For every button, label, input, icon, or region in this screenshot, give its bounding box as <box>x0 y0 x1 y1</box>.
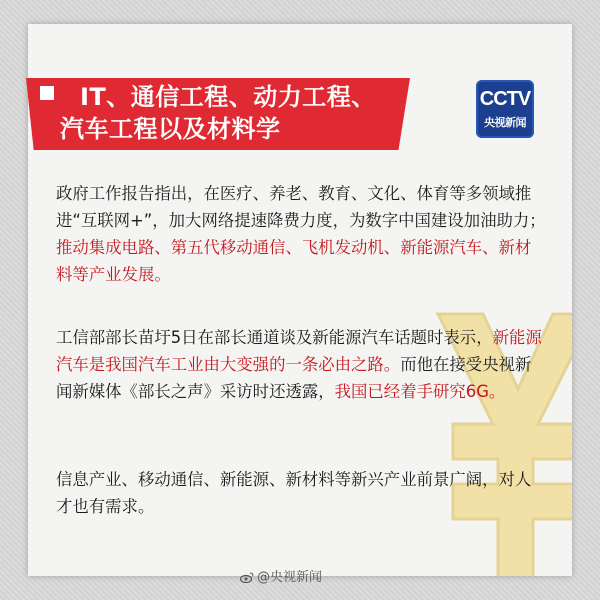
paragraph-2-emphasis-2: 我国已经着手研究6G。 <box>334 382 506 401</box>
title-line-2: 汽车工程以及材料学 <box>60 115 281 143</box>
paragraph-2-plain-1: 工信部部长苗圩5日在部长通道谈及新能源汽车话题时表示， <box>56 328 493 347</box>
paragraph-2-emphasis-1: 新能源汽车是我国汽车工业由大变强的一条必由之路。 <box>56 328 542 374</box>
paragraph-1 <box>56 180 546 288</box>
weibo-icon <box>240 572 254 583</box>
paragraph-3-text: 信息产业、移动通信、新能源、新材料等新兴产业前景广阔，对人才也有需求。 <box>56 470 532 516</box>
banner-bullet <box>40 86 54 100</box>
paragraph-1-emphasis: 推动集成电路、第五代移动通信、飞机发动机、新能源汽车、新材料等产业发展。 <box>56 238 532 284</box>
paragraph-3 <box>56 466 546 520</box>
logo-text-bottom: 央视新闻 <box>484 116 526 129</box>
logo-text-top: CCTV <box>479 88 531 110</box>
paragraph-1-plain: 政府工作报告指出，在医疗、养老、教育、文化、体育等多领域推进“互联网+”，加大网络提速降费力度，为数字中国建设加油助力； <box>56 184 546 230</box>
cctv-news-logo <box>476 80 534 138</box>
weibo-watermark <box>240 566 322 585</box>
watermark-text: @央视新闻 <box>257 570 323 585</box>
paragraph-2 <box>56 324 546 405</box>
paragraph-2-plain-2: 而他在接受央视新闻新媒体《部长之声》采访时还透露， <box>56 355 532 401</box>
title-line-1: IT、通信工程、动力工程、 <box>80 83 376 111</box>
